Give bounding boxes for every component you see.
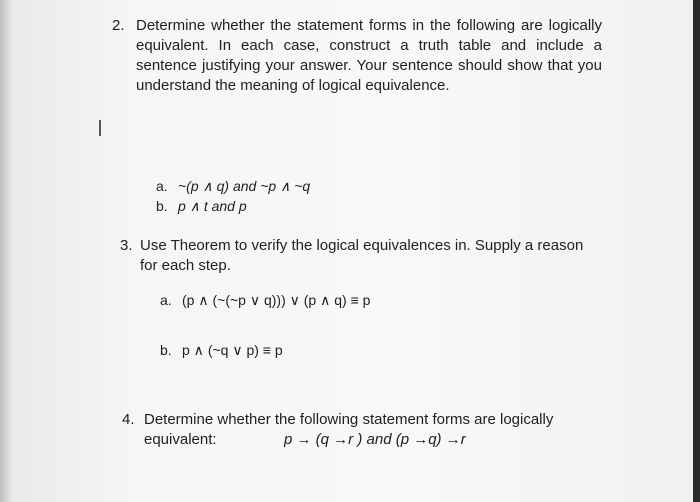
- question-2-text: Determine whether the statement forms in the following are logically equivalent. In each case, construct a truth table and include a sentence justifying your answer. Your sentence should show that you understand the meaning of logical equivalence.: [136, 17, 602, 94]
- question-2-part-b: [156, 196, 247, 216]
- question-3-number: 3.: [120, 237, 133, 254]
- part-text: p ∧ (~q ∨ p) ≡ p: [182, 342, 283, 358]
- question-4-number: 4.: [122, 411, 135, 428]
- question-3-text: Use Theorem to verify the logical equivalences in. Supply a reason for each step.: [140, 237, 584, 274]
- part-text: p ∧ t and p: [178, 198, 247, 214]
- page-edge-shadow: [0, 0, 16, 502]
- part-text: (p ∧ (~(~p ∨ q))) ∨ (p ∧ q) ≡ p: [182, 292, 371, 308]
- question-4-formula: p → (q →r ) and (p →q) →r: [284, 431, 466, 448]
- question-2-part-a: [156, 176, 310, 196]
- part-label: a.: [156, 178, 168, 194]
- stray-pen-mark: [99, 120, 101, 136]
- question-3-part-b: [160, 340, 283, 360]
- question-4-text: Determine whether the following statement forms are logically equivalent:: [144, 411, 554, 448]
- part-label: b.: [160, 342, 172, 358]
- question-3: [120, 236, 590, 276]
- question-3-part-a: [160, 290, 370, 310]
- part-label: a.: [160, 292, 172, 308]
- question-2: [112, 16, 602, 96]
- part-label: b.: [156, 198, 168, 214]
- part-text: ~(p ∧ q) and ~p ∧ ~q: [178, 178, 311, 194]
- question-2-number: 2.: [112, 17, 125, 34]
